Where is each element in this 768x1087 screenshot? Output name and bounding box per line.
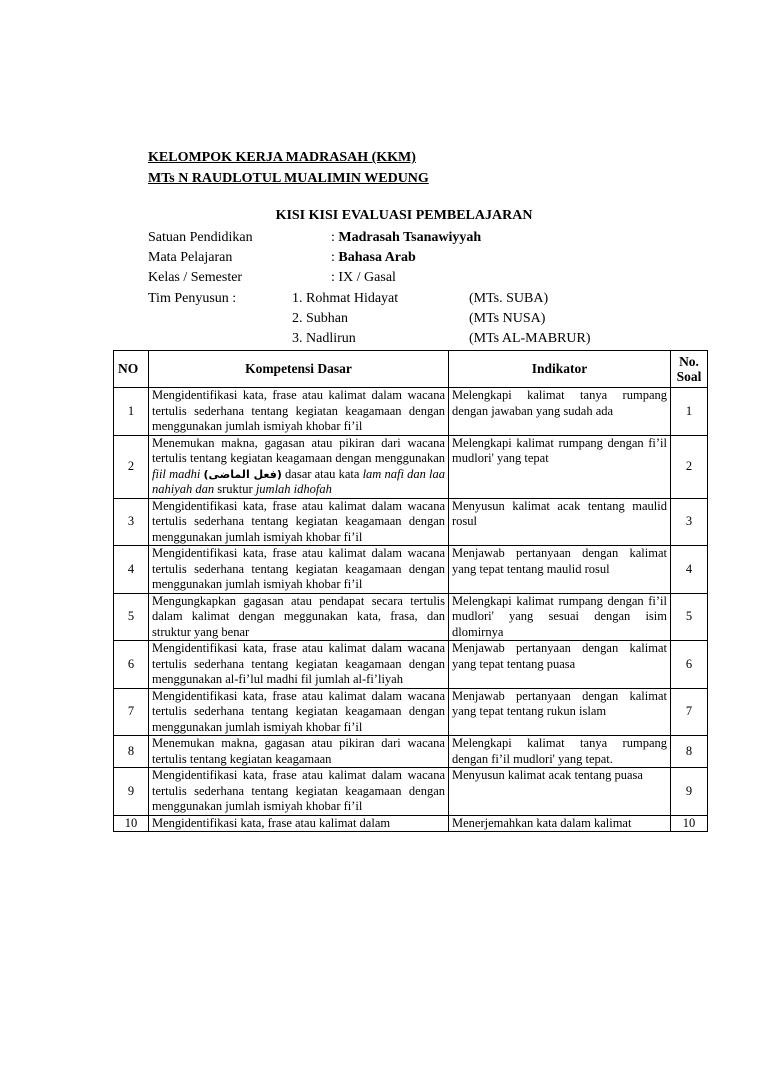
row-soal: 7: [671, 688, 708, 736]
row-indikator: Menyusun kalimat acak tentang puasa: [449, 768, 671, 816]
team-member-name: 1. Rohmat Hidayat: [292, 291, 399, 306]
row-kompetensi: Menemukan makna, gagasan atau pikiran dari wacana tertulis tentang kegiatan keagamaan dengan menggunakan fiil madhi (فعل الماضى) dasar atau kata lam nafi dan laa nahiyah dan sruktur jumlah idhofah: [149, 435, 449, 498]
team-member-name: 3. Nadlirun: [292, 331, 356, 346]
row-indikator: Melengkapi kalimat tanya rumpang dengan fi’il mudlori' yang tepat.: [449, 736, 671, 768]
table-header-row: [114, 351, 708, 388]
row-soal: 5: [671, 593, 708, 641]
row-no: 5: [114, 593, 149, 641]
arabic-term: (فعل الماضى): [203, 467, 282, 481]
table-row: [114, 435, 708, 498]
row-soal: 9: [671, 768, 708, 816]
row-indikator: Menjawab pertanyaan dengan kalimat yang tepat tentang rukun islam: [449, 688, 671, 736]
row-kompetensi: Mengidentifikasi kata, frase atau kalimat dalam wacana tertulis sederhana tentang kegiatan keagamaan dengan menggunakan jumlah ismiyah khobar fi’il: [149, 498, 449, 546]
row-no: 10: [114, 815, 149, 832]
info-value: : Bahasa Arab: [331, 250, 416, 265]
row-no: 2: [114, 435, 149, 498]
row-no: 6: [114, 641, 149, 689]
info-value: : Madrasah Tsanawiyyah: [331, 230, 482, 245]
table-row: [114, 768, 708, 816]
row-no: 7: [114, 688, 149, 736]
info-label: Satuan Pendidikan: [148, 230, 253, 245]
row-kompetensi: Mengidentifikasi kata, frase atau kalimat dalam wacana tertulis sederhana tentang kegiatan keagamaan dengan menggunakan al-fi’lul madhi fil jumlah al-fi’liyah: [149, 641, 449, 689]
row-kompetensi: Mengungkapkan gagasan atau pendapat secara tertulis dalam kalimat dengan meggunakan kata, frasa, dan struktur yang benar: [149, 593, 449, 641]
header-indikator: Indikator: [449, 351, 671, 388]
row-soal: 6: [671, 641, 708, 689]
header-no: NO: [114, 351, 149, 388]
row-no: 9: [114, 768, 149, 816]
row-indikator: Menyusun kalimat acak tentang maulid rosul: [449, 498, 671, 546]
table-row: [114, 688, 708, 736]
row-indikator: Menjawab pertanyaan dengan kalimat yang tepat tentang puasa: [449, 641, 671, 689]
row-kompetensi: Mengidentifikasi kata, frase atau kalimat dalam wacana tertulis sederhana tentang kegiatan keagamaan dengan menggunakan jumlah ismiyah khobar fi’il: [149, 546, 449, 594]
header-kompetensi: Kompetensi Dasar: [149, 351, 449, 388]
row-kompetensi: Mengidentifikasi kata, frase atau kalimat dalam: [149, 815, 449, 832]
row-soal: 8: [671, 736, 708, 768]
row-indikator: Menjawab pertanyaan dengan kalimat yang tepat tentang maulid rosul: [449, 546, 671, 594]
info-label: Mata Pelajaran: [148, 250, 233, 265]
row-no: 3: [114, 498, 149, 546]
row-soal: 4: [671, 546, 708, 594]
team-member-name: 2. Subhan: [292, 311, 348, 326]
row-soal: 10: [671, 815, 708, 832]
table-row: [114, 815, 708, 832]
row-soal: 3: [671, 498, 708, 546]
row-no: 8: [114, 736, 149, 768]
table-row: [114, 546, 708, 594]
info-label: Kelas / Semester: [148, 270, 243, 285]
header-soal: No. Soal: [671, 351, 708, 388]
row-kompetensi: Mengidentifikasi kata, frase atau kalimat dalam wacana tertulis sederhana tentang kegiatan keagamaan dengan menggunakan jumlah ismiyah khobar fi’il: [149, 388, 449, 436]
row-indikator: Menerjemahkan kata dalam kalimat: [449, 815, 671, 832]
team-label: Tim Penyusun :: [148, 291, 237, 306]
table-row: [114, 641, 708, 689]
team-member-school: (MTs NUSA): [469, 311, 546, 326]
page-title: KISI KISI EVALUASI PEMBELAJARAN: [275, 208, 533, 223]
row-indikator: Melengkapi kalimat tanya rumpang dengan jawaban yang sudah ada: [449, 388, 671, 436]
row-no: 4: [114, 546, 149, 594]
table-row: [114, 498, 708, 546]
row-no: 1: [114, 388, 149, 436]
row-kompetensi: Mengidentifikasi kata, frase atau kalimat dalam wacana tertulis sederhana tentang kegiatan keagamaan dengan menggunakan jumlah ismiyah khobar fi’il: [149, 688, 449, 736]
table-row: [114, 593, 708, 641]
row-kompetensi: Mengidentifikasi kata, frase atau kalimat dalam wacana tertulis sederhana tentang kegiatan keagamaan dengan menggunakan jumlah ismiyah khobar fi’il: [149, 768, 449, 816]
row-soal: 2: [671, 435, 708, 498]
team-member-school: (MTs AL-MABRUR): [469, 331, 591, 346]
row-indikator: Melengkapi kalimat rumpang dengan fi’il mudlori' yang tepat: [449, 435, 671, 498]
table-row: [114, 388, 708, 436]
row-soal: 1: [671, 388, 708, 436]
header-school: MTs N RAUDLOTUL MUALIMIN WEDUNG: [148, 171, 429, 186]
team-member-school: (MTs. SUBA): [469, 291, 549, 306]
kisi-table: [113, 350, 708, 832]
table-row: [114, 736, 708, 768]
info-value: : IX / Gasal: [331, 270, 396, 285]
row-indikator: Melengkapi kalimat rumpang dengan fi’il mudlori' yang sesuai dengan isim dlomirnya: [449, 593, 671, 641]
row-kompetensi: Menemukan makna, gagasan atau pikiran dari wacana tertulis tentang kegiatan keagamaan: [149, 736, 449, 768]
header-org: KELOMPOK KERJA MADRASAH (KKM): [148, 150, 416, 165]
